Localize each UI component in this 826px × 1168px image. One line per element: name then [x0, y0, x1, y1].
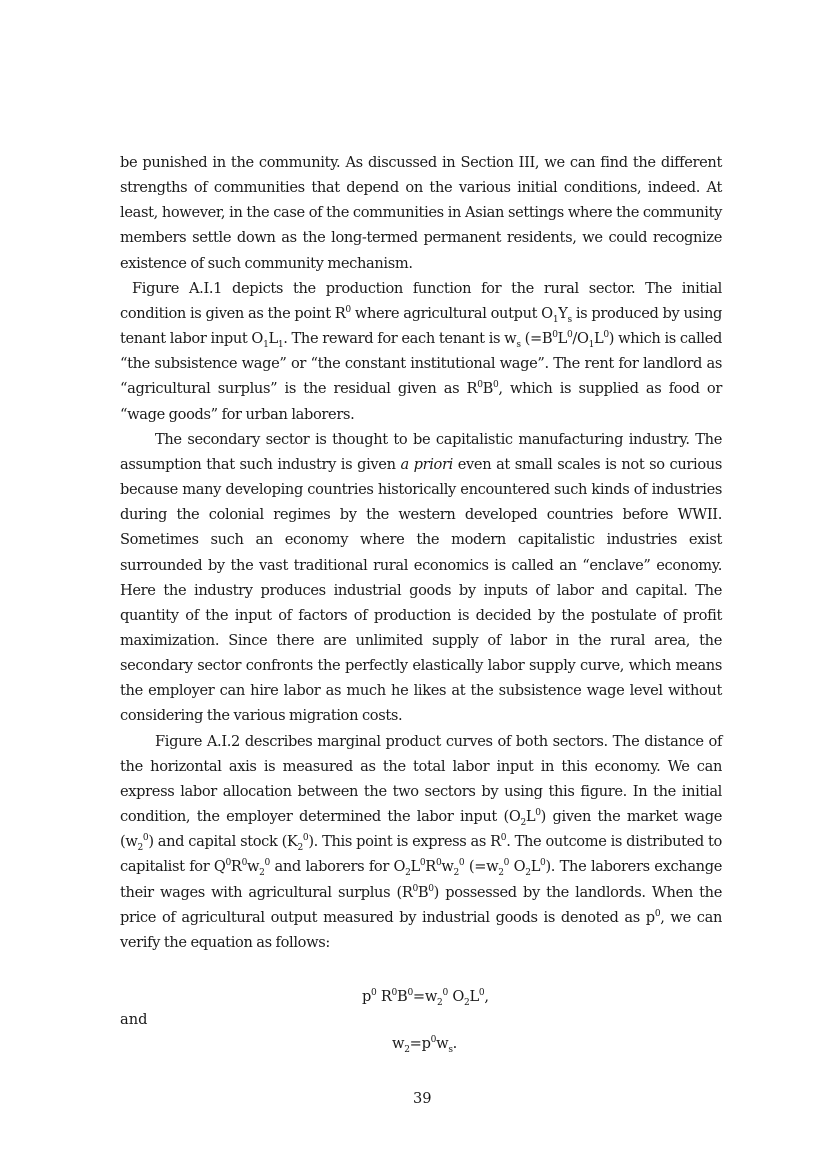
paragraph: Figure A.I.2 describes marginal product curves of both sectors. The distance of the horizontal axis is measured as the total labor input in this economy. We can express labor allocation between the two sectors by using this figure. In the initial condition, the employer determined the labor input $(O_2L^0)$ given the market wage $(w_2^0)$ and capital stock $(K_2^0)$. This point is express as $R^0$. The outcome is distributed to capitalist for $Q^0R^0w_2^0$ and laborers for $O_2L^0R^0w_2^0$ ($=w_2^0$ $O_2L^0$). The laborers exchange their wages with agricultural surplus $(R^0B^0)$ possessed by the landlords. When the price of agricultural output measured by industrial goods is denoted as $p^0$, we can verify the equation as follows:	[120, 732, 723, 951]
equation: $p^0$ $R^0B^0=w_2^0$ $O_2L^0$,	[362, 988, 489, 1008]
paragraph: Figure A.I.1 depicts the production function for the rural sector. The initial condition is given as the point $R^0$ where agricultural output $O_1Y_s$ is produced by using tenant labor input $O_1L_1$. The reward for each tenant is $w_s$ $(=B^0L^0/O_1L^0)$ which is called “the subsistence wage” or “the constant institutional wage”. The rent for landlord as “agricultural surplus” is the residual given as $R^0B^0$, which is supplied as food or “wage goods” for urban laborers.	[120, 279, 723, 423]
equation-connector: and	[120, 1011, 148, 1028]
body-text	[120, 150, 722, 955]
paragraph: be punished in the community. As discussed in Section III, we can find the different strengths of communities that depend on the various initial conditions, indeed. At least, however, in the case of the communities in Asian settings where the community members settle down as the long-termed permanent residents, we could recognize existence of such community mechanism.	[120, 154, 722, 272]
equation: $w_2=p^0w_s$.	[392, 1035, 458, 1055]
page-number: 39	[413, 1090, 432, 1107]
paragraph: The secondary sector is thought to be capitalistic manufacturing industry. The assumption that such industry is given a priori even at small scales is not so curious because many developing countries historically encountered such kinds of industries during the colonial regimes by the western developed countries before WWII. Sometimes such an economy where the modern capitalistic industries exist surrounded by the vast traditional rural economics is called an “enclave” economy. Here the industry produces industrial goods by inputs of labor and capital. The quantity of the input of factors of production is decided by the postulate of profit maximization. Since there are unlimited supply of labor in the rural area, the secondary sector confronts the perfectly elastically labor supply curve, which means the employer can hire labor as much he likes at the subsistence wage level without considering the various migration costs.	[120, 430, 722, 725]
